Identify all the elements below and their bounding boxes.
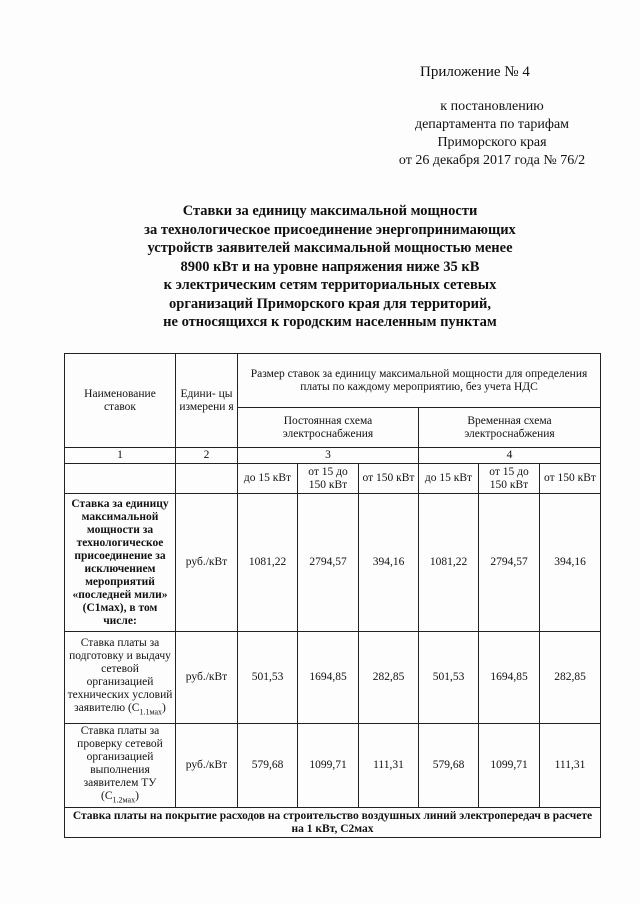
row-value: 1081,22 — [419, 494, 479, 632]
row-value: 1694,85 — [479, 632, 540, 724]
row-name-text: Ставка платы за проверку сетевой организацией выполнения заявителем ТУ (С — [77, 725, 163, 802]
empty-cell — [176, 464, 238, 494]
row-value: 111,31 — [540, 724, 601, 808]
row-value: 282,85 — [540, 632, 601, 724]
table-row — [65, 724, 601, 808]
row-value: 282,85 — [359, 632, 419, 724]
rates-table — [64, 353, 601, 838]
span-row: Ставка платы на покрытие расходов на строительство воздушных линий электропередач в расчете на 1 кВт, С2мах — [65, 808, 601, 838]
row-name-tail: ) — [162, 701, 166, 714]
row-unit: руб./кВт — [176, 494, 238, 632]
decree-reference — [372, 98, 612, 170]
row-name: Ставка за единицу максимальной мощности за технологическое присоединение за исключением мероприятий «последней мили» (С1мах), в том числе: — [65, 494, 176, 632]
header-name: Наименование ставок — [65, 354, 176, 448]
appendix-number: Приложение № 4 — [420, 64, 530, 80]
row-value: 2794,57 — [479, 494, 540, 632]
decree-line: от 26 декабря 2017 года № 76/2 — [398, 153, 586, 168]
header-size: Размер ставок за единицу максимальной мощности для определения платы по каждому мероприятию, без учета НДС — [238, 354, 601, 408]
row-value: 501,53 — [238, 632, 298, 724]
table-row — [65, 808, 601, 838]
decree-line: департамента по тарифам — [414, 117, 570, 132]
row-value: 1099,71 — [298, 724, 359, 808]
table-row — [65, 494, 601, 632]
row-value: 1694,85 — [298, 632, 359, 724]
range-header: от 150 кВт — [359, 464, 419, 494]
range-header: до 15 кВт — [238, 464, 298, 494]
range-header: от 150 кВт — [540, 464, 601, 494]
title-line: организаций Приморского края для территорий, — [169, 295, 491, 312]
range-header: от 15 до 150 кВт — [479, 464, 540, 494]
row-value: 579,68 — [419, 724, 479, 808]
column-number: 3 — [238, 448, 419, 464]
row-value: 111,31 — [359, 724, 419, 808]
row-value: 1081,22 — [238, 494, 298, 632]
header-permanent: Постоянная схема электроснабжения — [238, 408, 419, 448]
row-value: 394,16 — [359, 494, 419, 632]
title-line: Ставки за единицу максимальной мощности — [182, 203, 478, 219]
row-name-subscript: 1.2мах — [112, 795, 136, 805]
row-name-text: Ставка платы за подготовку и выдачу сетевой организацией технических условий заявителю (С — [67, 636, 173, 714]
title-line: не относящихся к городским населенным пунктам — [163, 314, 497, 330]
row-value: 579,68 — [238, 724, 298, 808]
header-temporary: Временная схема электроснабжения — [419, 408, 601, 448]
title-line: устройств заявителей максимальной мощностью менее — [147, 240, 513, 256]
empty-cell — [65, 464, 176, 494]
decree-line: к постановлению — [440, 99, 544, 114]
row-value: 1099,71 — [479, 724, 540, 808]
header-unit: Едини- цы измерени я — [176, 354, 238, 448]
row-name-subscript: 1.1мах — [139, 707, 163, 717]
row-name — [65, 632, 176, 724]
decree-line: Приморского края — [437, 135, 547, 150]
document-title — [110, 202, 550, 332]
title-line: 8900 кВт и на уровне напряжения ниже 35 кВ — [180, 258, 480, 275]
row-name-tail: ) — [135, 790, 139, 802]
range-header: от 15 до 150 кВт — [298, 464, 359, 494]
column-number: 4 — [419, 448, 601, 464]
range-header: до 15 кВт — [419, 464, 479, 494]
row-name — [65, 724, 176, 808]
row-value: 2794,57 — [298, 494, 359, 632]
row-value: 501,53 — [419, 632, 479, 724]
table-row — [65, 632, 601, 724]
column-number: 2 — [176, 448, 238, 464]
title-line: к электрическим сетям территориальных сетевых — [163, 277, 497, 293]
row-unit: руб./кВт — [176, 632, 238, 724]
row-value: 394,16 — [540, 494, 601, 632]
column-number: 1 — [65, 448, 176, 464]
row-unit: руб./кВт — [176, 724, 238, 808]
title-line: за технологическое присоединение энергопринимающих — [144, 221, 516, 238]
